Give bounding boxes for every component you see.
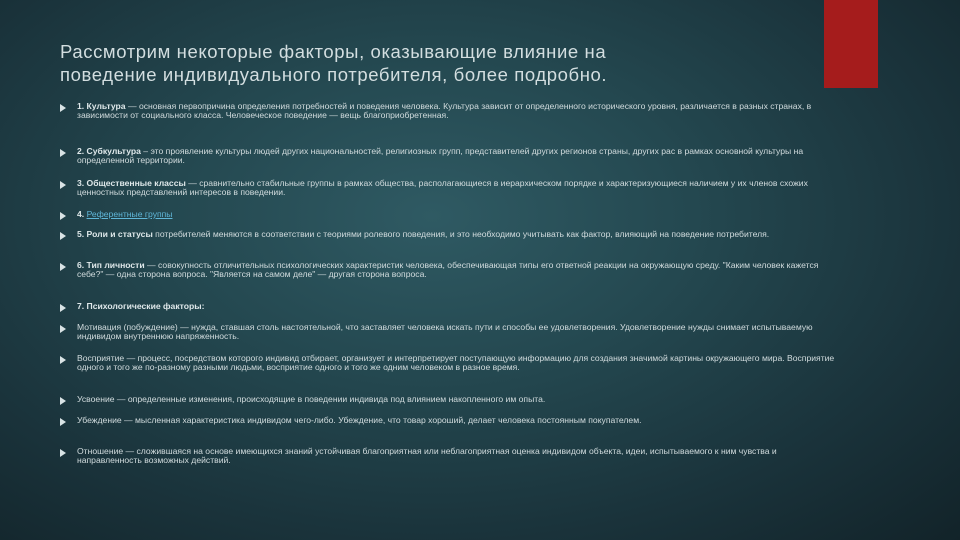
bullet-text: Отношение — сложившаяся на основе имеющихся знаний устойчивая благоприятная или неблагоприятная оценка индивидом объекта, идеи, испытываемого к ним чувства и направленность возможных действий. [77,446,777,466]
bullet-arrow-icon [60,104,66,112]
bullet-heading: 5. Роли и статусы [77,229,153,239]
bullet-text [77,261,837,280]
bullet-body: – это проявление культуры людей других национальностей, религиозных групп, представителей других регионов страны, других рас в рамках основной культуры на определенной территории. [77,146,804,166]
bullet-text [77,102,837,121]
bullet-body: — совокупность отличительных психологических характеристик человека, обеспечивающая типы его ответной реакции на окружающую среду. "Каким человек кажется себе?" — одна сторона вопроса. "Является на самом деле" — другая сторона вопроса. [77,260,819,280]
slide-title-line-1: Рассмотрим некоторые факторы, оказывающие влияние на [60,41,607,62]
slide-title [60,40,760,86]
bullet-text: Мотивация (побуждение) — нужда, ставшая столь настоятельной, что заставляет человека искать пути и способы ее удовлетворения. Удовлетворение нужды снимает испытываемую индивидом внутреннюю напряженность. [77,322,813,342]
bullet-arrow-icon [60,356,66,364]
bullet-text [77,179,837,198]
bullet-text: Убеждение — мысленная характеристика индивидом чего-либо. Убеждение, что товар хороший, делает человека постоянным покупателем. [77,415,642,425]
bullet-arrow-icon [60,304,66,312]
bullet-heading: 3. Общественные классы [77,178,186,188]
bullet-body: — основная первопричина определения потребностей и поведения человека. Культура зависит от определенного исторического уровня, различается в разных странах, в зависимости от социального класса. Человеческое поведение — вещь благоприобретенная. [77,101,812,121]
bullet-arrow-icon [60,149,66,157]
bullet-arrow-icon [60,263,66,271]
bullet-arrow-icon [60,212,66,220]
bullet-text: Усвоение — определенные изменения, происходящие в поведении индивида под влиянием накопленного им опыта. [77,394,546,404]
bullet-body: — сравнительно стабильные группы в рамках общества, располагающиеся в иерархическом порядке и характеризующиеся наличием у их членов схожих ценностных представлений интересов в поведении. [77,178,808,198]
slide-title-line-2: поведение индивидуального потребителя, более подробно. [60,64,608,85]
bullet-text [77,210,837,219]
bullet-heading: 7. Психологические факторы: [77,301,205,311]
bullet-arrow-icon [60,449,66,457]
bullet-body: потребителей меняются в соответствии с теориями ролевого поведения, и это необходимо учитывать как фактор, влияющий на поведение потребителя. [152,229,770,239]
reference-groups-link[interactable]: Референтные группы [86,209,173,219]
bullet-text [77,147,837,166]
bullet-text: Восприятие — процесс, посредством которого индивид отбирает, организует и интерпретирует поступающую информацию для создания значимой картины окружающего мира. Восприятие одного и того же по-разному разными людьми, восприятие одного и того же одним человеком в разное время. [77,353,835,373]
bullet-arrow-icon [60,325,66,333]
bullet-heading: 4. [77,209,87,219]
bullet-arrow-icon [60,232,66,240]
bullet-arrow-icon [60,181,66,189]
bullet-arrow-icon [60,397,66,405]
accent-bar [824,0,878,88]
bullet-text [77,302,837,311]
bullet-heading: 2. Субкультура [77,146,141,156]
bullet-arrow-icon [60,418,66,426]
bullet-heading: 1. Культура [77,101,126,111]
bullet-heading: 6. Тип личности [77,260,145,270]
bullet-text [77,230,837,239]
